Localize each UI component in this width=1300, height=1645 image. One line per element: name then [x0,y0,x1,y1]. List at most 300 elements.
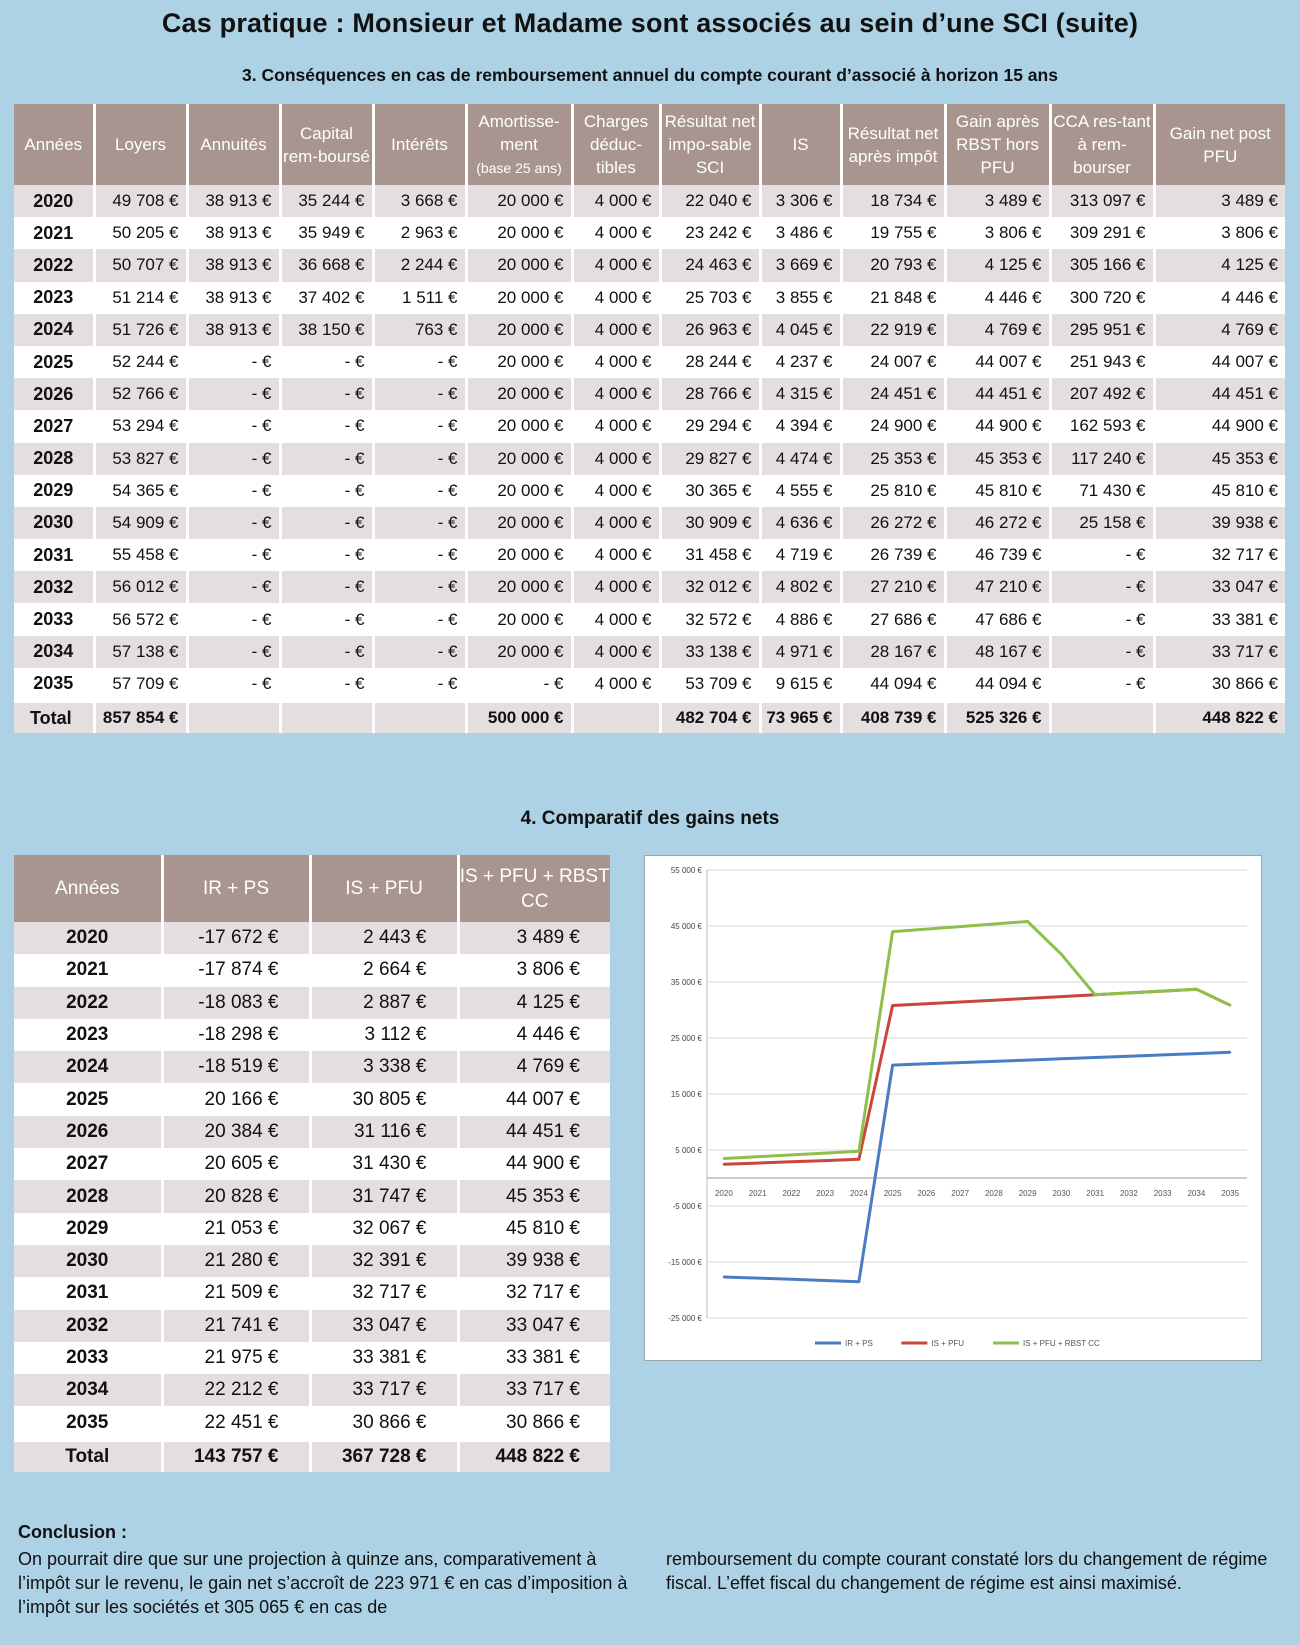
table-cell: -18 519 € [162,1051,310,1083]
table-cell: 32 717 € [1154,539,1285,571]
table-row [14,922,610,954]
table-cell: - € [187,668,280,702]
table-cell: - € [1050,571,1154,603]
table-row [14,314,1285,346]
table-cell: 26 963 € [660,314,760,346]
table-cell: 2023 [14,282,94,314]
table-cell: 20 000 € [466,346,572,378]
table-cell: 47 210 € [945,571,1050,603]
table-cell: 4 000 € [572,507,660,539]
table-cell: 2028 [14,1180,162,1212]
table-cell: - € [187,571,280,603]
table-cell: 2033 [14,1342,162,1374]
table-cell: 33 047 € [458,1310,610,1342]
table-cell: 53 709 € [660,668,760,702]
column-header: IS + PFU [310,855,458,922]
table-row [14,571,1285,603]
table-cell: - € [187,539,280,571]
table-cell: 4 446 € [1154,282,1285,314]
table-cell: 4 237 € [760,346,841,378]
table-cell: 32 391 € [310,1245,458,1277]
data-point [891,1004,893,1006]
table-cell: 2032 [14,571,94,603]
net-gains-comparison-table [14,855,610,1472]
table-cell: 44 451 € [458,1116,610,1148]
table-cell: 3 306 € [760,185,841,217]
table-row [14,1245,610,1277]
table-cell: 2020 [14,185,94,217]
table-cell: 2022 [14,249,94,281]
data-point [1094,994,1096,996]
x-tick-label: 2021 [748,1189,767,1198]
table-cell: - € [1050,636,1154,668]
table-cell: 26 272 € [841,507,945,539]
table-row [14,475,1285,507]
data-point [756,1277,758,1279]
table-cell: 4 000 € [572,603,660,635]
table-cell: 20 000 € [466,378,572,410]
table-row [14,443,1285,475]
table-cell: 33 717 € [310,1374,458,1406]
data-point [1229,1051,1231,1053]
table-cell: 25 353 € [841,443,945,475]
table-cell: 162 593 € [1050,410,1154,442]
table-cell: 4 000 € [572,571,660,603]
table-cell: 23 242 € [660,217,760,249]
table-cell: 4 045 € [760,314,841,346]
table-cell: 33 381 € [458,1342,610,1374]
table-row [14,1374,610,1406]
table-cell: - € [280,603,373,635]
data-point [1094,1056,1096,1058]
table-cell: 3 486 € [760,217,841,249]
chart-svg [645,856,1261,1360]
table-cell: 3 489 € [945,185,1050,217]
table-cell: 57 138 € [94,636,187,668]
column-header: Résultat net après impôt [841,104,945,185]
table-cell: 36 668 € [280,249,373,281]
table-cell: - € [373,378,466,410]
total-cell: 857 854 € [94,702,187,734]
table-cell: 50 205 € [94,217,187,249]
table-row [14,539,1285,571]
table-cell: 32 717 € [310,1277,458,1309]
table-row [14,217,1285,249]
table-cell: 2023 [14,1019,162,1051]
table-cell: 45 353 € [1154,443,1285,475]
table-cell: - € [373,346,466,378]
table-cell: 3 489 € [458,922,610,954]
table-row [14,636,1285,668]
table-cell: 3 806 € [945,217,1050,249]
table-row [14,378,1285,410]
table-cell: 4 000 € [572,443,660,475]
x-tick-label: 2035 [1221,1189,1240,1198]
table-cell: - € [187,378,280,410]
x-tick-label: 2031 [1086,1189,1105,1198]
table-row [14,185,1285,217]
data-point [723,1157,725,1159]
legend-label: IS + PFU [931,1339,965,1348]
table-cell: 117 240 € [1050,443,1154,475]
table-cell: 2025 [14,346,94,378]
data-point [959,1061,961,1063]
table-cell: 2 963 € [373,217,466,249]
table-cell: 37 402 € [280,282,373,314]
data-point [790,1161,792,1163]
table-cell: 55 458 € [94,539,187,571]
table-cell: 53 827 € [94,443,187,475]
table-cell: 20 000 € [466,539,572,571]
table-cell: 20 000 € [466,475,572,507]
data-point [723,1163,725,1165]
table-cell: 4 886 € [760,603,841,635]
table-cell: 57 709 € [94,668,187,702]
table-cell: 31 430 € [310,1148,458,1180]
table-cell: 9 615 € [760,668,841,702]
table-cell: 4 971 € [760,636,841,668]
table-cell: 52 766 € [94,378,187,410]
table-cell: 2027 [14,410,94,442]
table-cell: 29 827 € [660,443,760,475]
x-tick-label: 2033 [1153,1189,1172,1198]
table-cell: 3 806 € [1154,217,1285,249]
table-cell: 38 913 € [187,249,280,281]
table-cell: 30 866 € [310,1406,458,1440]
table-cell: 35 949 € [280,217,373,249]
total-cell [280,702,373,734]
table-total-row [14,1440,610,1472]
table-cell: 4 000 € [572,346,660,378]
table-cell: 1 511 € [373,282,466,314]
table-cell: 2035 [14,668,94,702]
total-cell [373,702,466,734]
table-row [14,1406,610,1440]
table-cell: 4 000 € [572,475,660,507]
table-cell: 4 000 € [572,249,660,281]
table-cell: 4 125 € [945,249,1050,281]
table-cell: 22 040 € [660,185,760,217]
table-cell: 38 913 € [187,314,280,346]
column-header: Capital rem-boursé [280,104,373,185]
table-cell: 33 381 € [1154,603,1285,635]
table-cell: 4 000 € [572,217,660,249]
total-cell: 448 822 € [1154,702,1285,734]
table-cell: 20 000 € [466,249,572,281]
table-cell: 20 000 € [466,314,572,346]
table-cell: 4 000 € [572,410,660,442]
table-row [14,987,610,1019]
x-tick-label: 2028 [984,1189,1003,1198]
total-cell: Total [14,1440,162,1472]
table-cell: 4 555 € [760,475,841,507]
table-cell: - € [1050,539,1154,571]
table-cell: 56 012 € [94,571,187,603]
table-cell: 2032 [14,1310,162,1342]
table-cell: 4 000 € [572,668,660,702]
legend-label: IR + PS [845,1339,873,1348]
table-row [14,1213,610,1245]
table-cell: 32 717 € [458,1277,610,1309]
table-cell: 33 047 € [310,1310,458,1342]
table-cell: 18 734 € [841,185,945,217]
table-cell: 4 125 € [458,987,610,1019]
table-cell: 22 919 € [841,314,945,346]
table-cell: 2 664 € [310,954,458,986]
table-cell: 44 900 € [945,410,1050,442]
x-tick-label: 2020 [714,1189,733,1198]
table-cell: 2024 [14,1051,162,1083]
total-cell [187,702,280,734]
data-point [993,923,995,925]
table-header-row [14,855,610,922]
table-cell: 21 280 € [162,1245,310,1277]
table-cell: - € [187,475,280,507]
table-cell: - € [187,346,280,378]
legend-label: IS + PFU + RBST CC [1023,1339,1100,1348]
data-point [891,930,893,932]
table-cell: 4 446 € [458,1019,610,1051]
table-cell: 2030 [14,507,94,539]
table-cell: 305 166 € [1050,249,1154,281]
table-cell: 30 866 € [458,1406,610,1440]
table-cell: 2031 [14,539,94,571]
table-cell: 4 000 € [572,185,660,217]
table-cell: - € [373,603,466,635]
table-cell: - € [187,636,280,668]
column-header: IS + PFU + RBST CC [458,855,610,922]
table-cell: 2033 [14,603,94,635]
table-cell: 2025 [14,1083,162,1115]
table-cell: 2020 [14,922,162,954]
data-point [824,1279,826,1281]
table-cell: 33 047 € [1154,571,1285,603]
x-tick-label: 2027 [951,1189,970,1198]
table-row [14,1310,610,1342]
table-cell: 30 365 € [660,475,760,507]
table-cell: 4 802 € [760,571,841,603]
table-cell: 20 000 € [466,282,572,314]
table-cell: 27 210 € [841,571,945,603]
column-header: Résultat net impo-sable SCI [660,104,760,185]
table-cell: 763 € [373,314,466,346]
y-tick-label: 45 000 € [670,922,702,931]
table-cell: 38 150 € [280,314,373,346]
total-cell: 73 965 € [760,702,841,734]
table-cell: 2 443 € [310,922,458,954]
table-row [14,1277,610,1309]
table-cell: 3 668 € [373,185,466,217]
x-tick-label: 2023 [816,1189,835,1198]
column-header: Amortisse-ment (base 25 ans) [466,104,572,185]
table-cell: - € [187,603,280,635]
table-cell: - € [187,507,280,539]
series-line [724,922,1230,1159]
table-cell: 20 000 € [466,443,572,475]
data-point [1026,920,1028,922]
table-cell: 3 338 € [310,1051,458,1083]
table-cell: - € [280,571,373,603]
table-cell: 39 938 € [1154,507,1285,539]
data-point [959,1001,961,1003]
table-cell: 20 000 € [466,571,572,603]
table-cell: 24 900 € [841,410,945,442]
total-cell: 500 000 € [466,702,572,734]
data-point [1128,1055,1130,1057]
section-4-title: 4. Comparatif des gains nets [520,808,780,829]
data-point [925,928,927,930]
column-header: CCA res-tant à rem-bourser [1050,104,1154,185]
total-cell: 408 739 € [841,702,945,734]
table-cell: 2028 [14,443,94,475]
table-cell: 4 000 € [572,314,660,346]
table-cell: - € [1050,668,1154,702]
table-cell: 4 636 € [760,507,841,539]
table-cell: 51 214 € [94,282,187,314]
x-tick-label: 2029 [1018,1189,1037,1198]
table-cell: 45 810 € [1154,475,1285,507]
table-cell: - € [280,443,373,475]
total-cell: 143 757 € [162,1440,310,1472]
table-cell: 33 381 € [310,1342,458,1374]
table-cell: 4 769 € [945,314,1050,346]
table-cell: 44 094 € [841,668,945,702]
table-cell: 38 913 € [187,217,280,249]
table-cell: 25 703 € [660,282,760,314]
table-cell: 4 000 € [572,378,660,410]
table-cell: 53 294 € [94,410,187,442]
table-cell: 2029 [14,475,94,507]
table-cell: 27 686 € [841,603,945,635]
table-cell: - € [373,539,466,571]
table-cell: 3 806 € [458,954,610,986]
table-cell: 45 810 € [458,1213,610,1245]
table-cell: 45 810 € [945,475,1050,507]
table-cell: 24 463 € [660,249,760,281]
table-cell: 21 848 € [841,282,945,314]
table-cell: 28 167 € [841,636,945,668]
table-cell: 56 572 € [94,603,187,635]
x-tick-label: 2030 [1052,1189,1071,1198]
total-cell: 367 728 € [310,1440,458,1472]
data-point [1161,990,1163,992]
table-cell: 30 805 € [310,1083,458,1115]
data-point [1195,1052,1197,1054]
table-cell: 2029 [14,1213,162,1245]
table-cell: -18 298 € [162,1019,310,1051]
table-cell: - € [466,668,572,702]
table-cell: 31 458 € [660,539,760,571]
x-tick-label: 2026 [917,1189,936,1198]
table-cell: - € [373,443,466,475]
table-cell: 31 747 € [310,1180,458,1212]
data-point [959,925,961,927]
table-cell: 19 755 € [841,217,945,249]
table-cell: 47 686 € [945,603,1050,635]
table-row [14,1180,610,1212]
column-header: Années [14,104,94,185]
table-cell: 71 430 € [1050,475,1154,507]
table-cell: 3 112 € [310,1019,458,1051]
table-cell: 2034 [14,636,94,668]
table-cell: 33 717 € [458,1374,610,1406]
table-cell: 295 951 € [1050,314,1154,346]
column-header: Gain net post PFU [1154,104,1285,185]
table-cell: 20 384 € [162,1116,310,1148]
table-cell: 4 125 € [1154,249,1285,281]
table-cell: -17 874 € [162,954,310,986]
table-cell: 207 492 € [1050,378,1154,410]
table-cell: 3 669 € [760,249,841,281]
table-cell: 33 717 € [1154,636,1285,668]
x-tick-label: 2025 [883,1189,902,1198]
total-cell: 482 704 € [660,702,760,734]
table-cell: 26 739 € [841,539,945,571]
table-cell: 31 116 € [310,1116,458,1148]
conclusion-text-left: On pourrait dire que sur une projection à quinze ans, comparativement à l’impôt sur le revenu, le gain net s’accroît de 223 971 € en cas d’imposition à l’impôt sur les sociétés et 305 065 € en cas de [18,1549,628,1617]
table-row [14,249,1285,281]
total-cell: 448 822 € [458,1440,610,1472]
table-cell: 30 909 € [660,507,760,539]
y-tick-label: 35 000 € [670,978,702,987]
table-cell: 20 000 € [466,636,572,668]
data-point [925,1003,927,1005]
table-cell: 4 446 € [945,282,1050,314]
table-cell: - € [373,410,466,442]
data-point [790,1278,792,1280]
y-tick-label: -5 000 € [672,1202,702,1211]
table-cell: - € [280,475,373,507]
table-cell: 300 720 € [1050,282,1154,314]
table-cell: 2022 [14,987,162,1019]
column-header: Charges déduc-tibles [572,104,660,185]
table-row [14,1116,610,1148]
table-cell: 4 769 € [458,1051,610,1083]
data-point [993,999,995,1001]
total-cell [1050,702,1154,734]
x-tick-label: 2034 [1187,1189,1206,1198]
table-row [14,507,1285,539]
table-cell: 24 451 € [841,378,945,410]
data-point [925,1063,927,1065]
table-cell: 20 166 € [162,1083,310,1115]
table-row [14,603,1285,635]
data-point [824,1152,826,1154]
table-cell: 20 793 € [841,249,945,281]
table-total-row [14,702,1285,734]
table-cell: 2034 [14,1374,162,1406]
data-point [891,1064,893,1066]
data-point [1161,1054,1163,1056]
table-cell: 4 315 € [760,378,841,410]
table-row [14,1083,610,1115]
column-header: Annuités [187,104,280,185]
table-cell: 2026 [14,1116,162,1148]
conclusion-title: Conclusion : [18,1522,127,1542]
table-cell: - € [373,571,466,603]
table-cell: 30 866 € [1154,668,1285,702]
data-point [993,1060,995,1062]
table-header-row [14,104,1285,185]
table-cell: 20 828 € [162,1180,310,1212]
table-cell: 4 394 € [760,410,841,442]
table-row [14,1051,610,1083]
data-point [858,1150,860,1152]
table-cell: 3 855 € [760,282,841,314]
table-row [14,410,1285,442]
table-row [14,1019,610,1051]
table-cell: - € [1050,603,1154,635]
